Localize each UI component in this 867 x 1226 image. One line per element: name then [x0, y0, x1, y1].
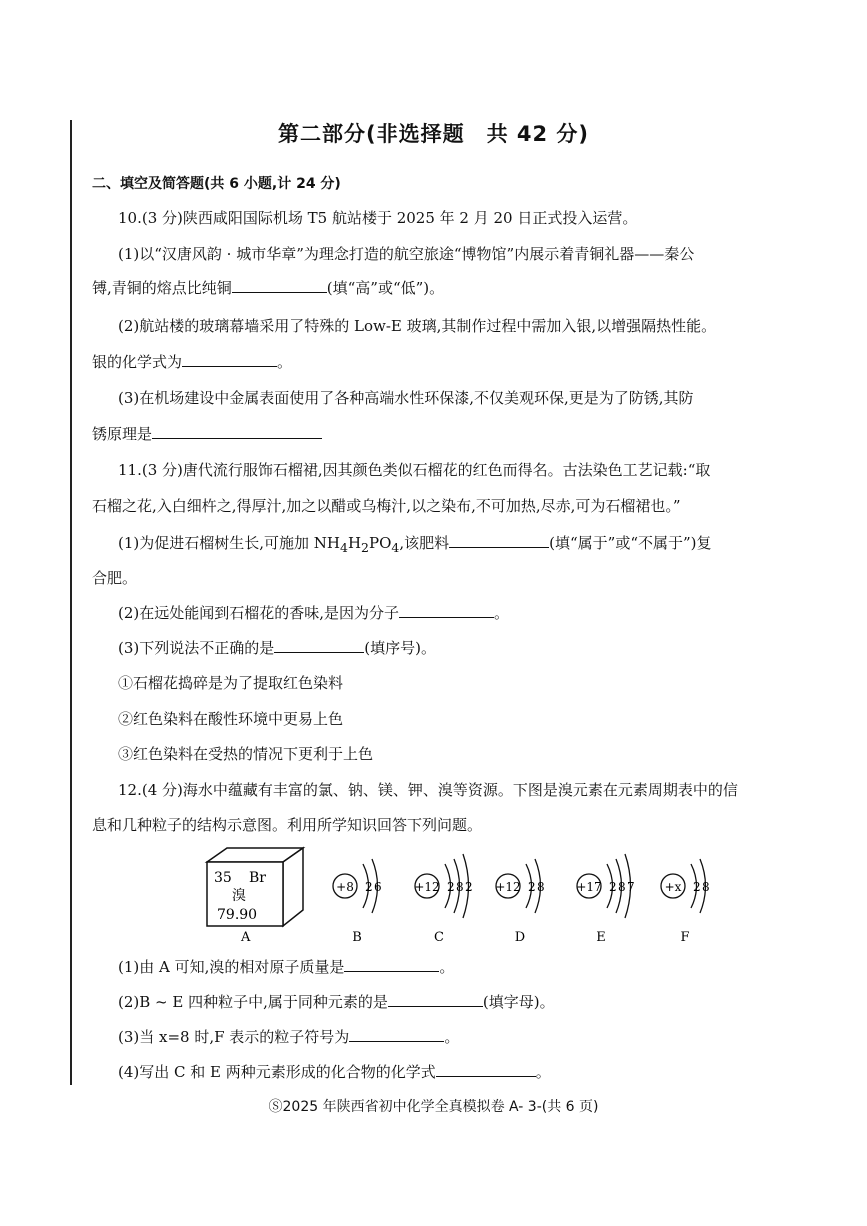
- q10-1-answer-blank[interactable]: [232, 278, 327, 293]
- nucleus-charge: +x: [664, 880, 682, 894]
- element-name: 溴: [232, 888, 246, 904]
- shell-electron-count: 2: [528, 880, 536, 894]
- label-a: A: [241, 930, 251, 945]
- q11-option-1: ①石榴花捣碎是为了提取红色染料: [118, 674, 344, 692]
- element-symbol: Br: [249, 870, 266, 886]
- shell-electron-count: 7: [627, 880, 635, 894]
- q12-4-answer-blank[interactable]: [436, 1062, 536, 1077]
- q10-stem: 10.(3 分)陕西咸阳国际机场 T5 航站楼于 2025 年 2 月 20 日正式投入运营。: [118, 209, 638, 227]
- q12-stem-line1: 12.(4 分)海水中蕴藏有丰富的氯、钠、镁、钾、溴等资源。下图是溴元素在元素周期表中的信: [118, 781, 738, 799]
- particle-b: [333, 859, 382, 945]
- q12-1-answer-blank[interactable]: [344, 957, 439, 972]
- section-heading: 二、填空及简答题(共 6 小题,计 24 分): [92, 176, 341, 192]
- shell-electron-count: 2: [609, 880, 617, 894]
- element-cell-bromine: [207, 848, 303, 945]
- q10-part3-line2: 锈原理是: [92, 424, 322, 444]
- particle-label: B: [352, 930, 362, 945]
- q10-part3-line1: (3)在机场建设中金属表面使用了各种高端水性环保漆,不仅美观环保,更是为了防锈,其防: [118, 389, 694, 407]
- part-title-score: 共 42 分): [486, 122, 590, 146]
- shell-electron-count: 6: [374, 880, 382, 894]
- nucleus-charge: +8: [336, 880, 354, 894]
- q10-part1-line2: 镈,青铜的熔点比纯铜 (填“高”或“低”)。: [92, 279, 445, 297]
- particle-label: F: [680, 930, 690, 945]
- particle-label: C: [434, 930, 444, 945]
- q12-part2: (2)B ~ E 四种粒子中,属于同种元素的是 (填字母)。: [118, 993, 555, 1011]
- q12-part4: (4)写出 C 和 E 两种元素形成的化合物的化学式 。: [118, 1063, 551, 1081]
- q12-stem-line2: 息和几种粒子的结构示意图。利用所学知识回答下列问题。: [92, 816, 483, 834]
- binding-margin-line: [70, 120, 72, 1085]
- shell-electron-count: 8: [456, 880, 464, 894]
- atomic-mass: 79.90: [217, 907, 258, 923]
- q10-part2-line1: (2)航站楼的玻璃幕墙采用了特殊的 Low-E 玻璃,其制作过程中需加入银,以增强隔热性能。: [118, 317, 717, 335]
- shell-electron-count: 8: [702, 880, 710, 894]
- shell-electron-count: 2: [365, 880, 373, 894]
- shell-electron-count: 8: [537, 880, 545, 894]
- nucleus-charge: +17: [576, 880, 602, 894]
- q10-2-answer-blank[interactable]: [182, 352, 277, 367]
- q11-stem-line2: 石榴之花,入白细杵之,得厚汁,加之以醋或乌梅汁,以之染布,不可加热,尽赤,可为石榴裙也。”: [92, 497, 681, 515]
- q11-option-3: ③红色染料在受热的情况下更利于上色: [118, 745, 374, 763]
- q12-3-answer-blank[interactable]: [349, 1027, 444, 1042]
- shell-electron-count: 2: [465, 880, 473, 894]
- particle-e: [576, 854, 634, 945]
- page-footer: Ⓢ2025 年陕西省初中化学全真模拟卷 A- 3-(共 6 页): [268, 1099, 599, 1115]
- particle-label: E: [596, 930, 606, 945]
- particle-f: [661, 859, 710, 945]
- q10-part1-line1: (1)以“汉唐风韵 · 城市华章”为理念打造的航空旅途“博物馆”内展示着青铜礼器——秦公: [118, 245, 695, 263]
- q11-part2: (2)在远处能闻到石榴花的香味,是因为分子 。: [118, 604, 510, 622]
- particle-diagrams: [333, 854, 710, 945]
- particle-c: [414, 854, 472, 945]
- q11-part1-line2: 合肥。: [92, 569, 138, 587]
- q11-2-answer-blank[interactable]: [399, 603, 494, 618]
- particle-d: [495, 859, 544, 945]
- q11-option-2: ②红色染料在酸性环境中更易上色: [118, 710, 344, 728]
- q11-part1-line1: (1)为促进石榴树生长,可施加 $NH_4H_2PO_4$,该肥料 (填“属于”或“不属于”)复: [118, 534, 712, 555]
- part-title-main: 第二部分(非选择题: [277, 122, 465, 146]
- q11-part3: (3)下列说法不正确的是 (填序号)。: [118, 639, 436, 657]
- shell-electron-count: 8: [618, 880, 626, 894]
- q12-part1: (1)由 A 可知,溴的相对原子质量是 。: [118, 958, 455, 976]
- shell-electron-count: 2: [447, 880, 455, 894]
- q12-2-answer-blank[interactable]: [388, 992, 483, 1007]
- atomic-number: 35: [214, 870, 232, 886]
- q11-3-answer-blank[interactable]: [274, 638, 364, 653]
- q10-3-answer-blank[interactable]: [152, 424, 322, 439]
- q11-1-answer-blank[interactable]: [449, 533, 549, 548]
- shell-electron-count: 2: [693, 880, 701, 894]
- structure-diagram: [195, 840, 710, 950]
- q11-stem-line1: 11.(3 分)唐代流行服饰石榴裙,因其颜色类似石榴花的红色而得名。古法染色工艺记载:“取: [118, 461, 711, 479]
- part-title: [0, 118, 867, 148]
- q10-part2-line2: 银的化学式为 。: [92, 353, 293, 371]
- q12-part3: (3)当 x=8 时,F 表示的粒子符号为 。: [118, 1028, 460, 1046]
- nucleus-charge: +12: [495, 880, 521, 894]
- particle-label: D: [514, 930, 526, 945]
- nucleus-charge: +12: [414, 880, 440, 894]
